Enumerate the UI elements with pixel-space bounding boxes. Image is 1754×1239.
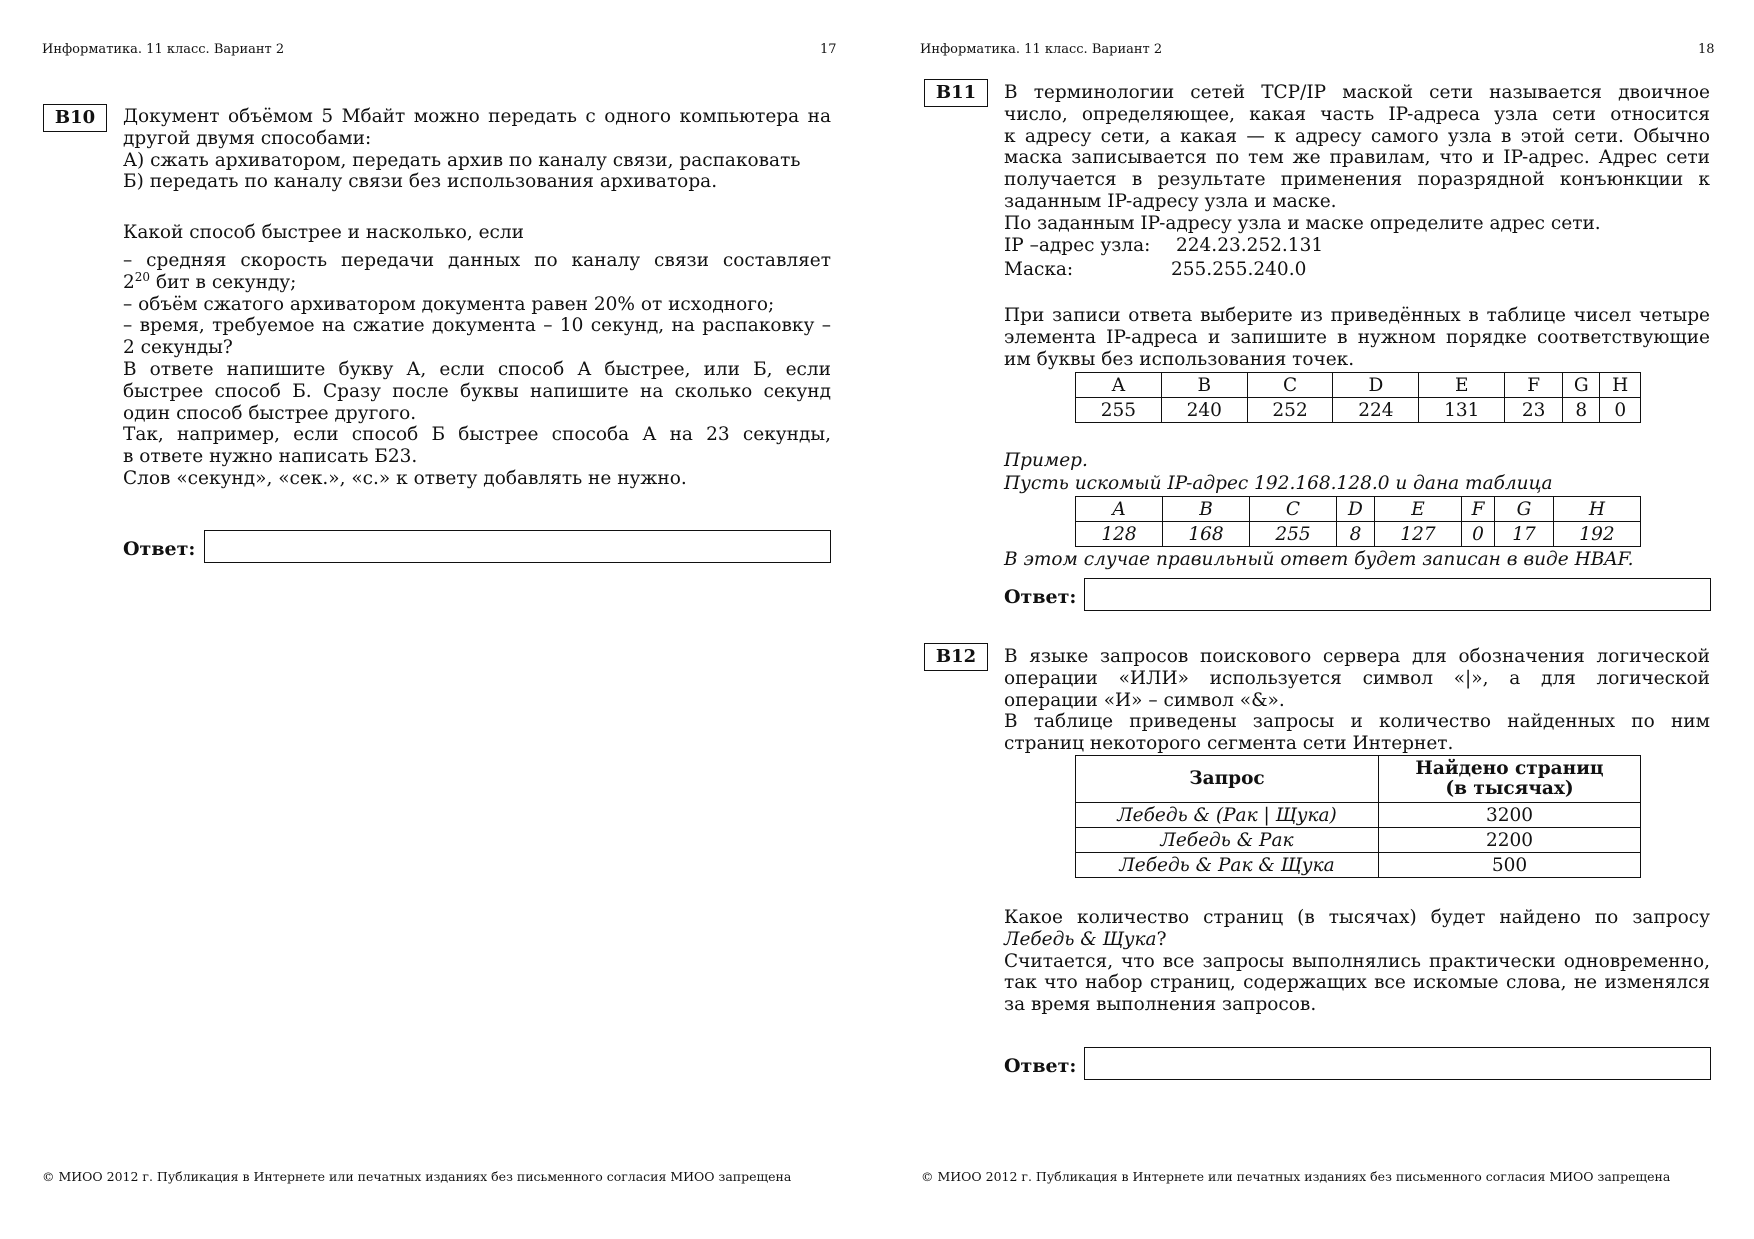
table-cell: G — [1563, 373, 1600, 398]
b11-line: По заданным IP-адресу узла и маске определите адрес сети. — [1004, 212, 1601, 234]
b10-answer-label: Ответ: — [123, 538, 196, 560]
table-cell: 131 — [1419, 398, 1505, 423]
b10-condition-line: – средняя скорость передачи данных по каналу связи составляет — [123, 250, 831, 271]
b11-mask-value: 255.255.240.0 — [1171, 259, 1307, 280]
b11-ip-label: IP –адрес узла: — [1004, 235, 1151, 256]
b10-speed-formula — [123, 269, 831, 294]
table-cell: C — [1247, 373, 1333, 398]
table-row — [1076, 828, 1641, 853]
column-header-query: Запрос — [1076, 756, 1379, 803]
speed-base: 2 — [123, 271, 135, 293]
b11-line: к адресу сети, а какая — к адресу самого узла в этой сети. Обычно — [1004, 125, 1710, 147]
table-cell: 252 — [1247, 398, 1333, 423]
b11-letter-table — [1075, 372, 1641, 423]
b10-condition-line: В ответе напишите букву А, если способ А быстрее, или Б, если — [123, 358, 831, 380]
table-cell: B — [1161, 373, 1247, 398]
b12-answer-label: Ответ: — [1004, 1055, 1077, 1077]
table-cell: 127 — [1374, 522, 1461, 547]
table-cell: E — [1374, 497, 1461, 522]
b10-question: Какой способ быстрее и насколько, если — [123, 222, 524, 243]
b11-example-title: Пример. — [1004, 450, 1088, 471]
b12-question-line: Какое количество страниц (в тысячах) будет найдено по запросу — [1004, 907, 1710, 928]
table-cell: A — [1076, 497, 1163, 522]
b11-instruction-line: элемента IP-адреса и запишите в нужном порядке соответствующие — [1004, 326, 1710, 348]
header-found-line: (в тысячах) — [1445, 778, 1574, 799]
b12-line: операции «ИЛИ» используется символ «|», а для логической — [1004, 667, 1710, 689]
b11-mask-label: Маска: — [1004, 259, 1074, 280]
b10-condition-line: в ответе нужно написать Б23. — [123, 446, 418, 468]
b12-line: страниц некоторого сегмента сети Интернет. — [1004, 733, 1454, 755]
table-cell: B — [1163, 497, 1250, 522]
b11-example-text: Пусть искомый IP-адрес 192.168.128.0 и дана таблица — [1004, 473, 1553, 494]
table-cell: 192 — [1553, 522, 1640, 547]
column-header-found — [1379, 756, 1641, 803]
table-row — [1076, 522, 1641, 547]
page-header-title: Информатика. 11 класс. Вариант 2 — [42, 42, 285, 57]
table-row — [1076, 373, 1641, 398]
b11-line: число, определяющее, какая часть IP-адреса узла сети относится — [1004, 103, 1710, 125]
b11-answer-field[interactable] — [1084, 578, 1711, 611]
table-cell: D — [1333, 373, 1419, 398]
table-cell: 240 — [1161, 398, 1247, 423]
b12-intro — [1004, 646, 1710, 755]
table-row — [1076, 398, 1641, 423]
table-cell: 8 — [1337, 522, 1375, 547]
page-number: 17 — [820, 42, 837, 57]
b11-line: получается в результате применения поразрядной конъюнкции к — [1004, 169, 1710, 191]
task-tag-b11: B11 — [924, 79, 988, 107]
copyright-footer: © МИОО 2012 г. Публикация в Интернете или печатных изданиях без письменного согласия МИОО запрещена — [921, 1169, 1671, 1184]
b11-instruction — [1004, 305, 1710, 370]
b11-example-result: В этом случае правильный ответ будет записан в виде HBAF. — [1004, 549, 1634, 570]
pages-cell: 3200 — [1379, 803, 1641, 828]
task-tag-b10: B10 — [43, 104, 107, 132]
table-cell: 224 — [1333, 398, 1419, 423]
table-cell: 8 — [1563, 398, 1600, 423]
page-number: 18 — [1698, 42, 1715, 57]
b10-condition-line: 2 секунды? — [123, 337, 233, 359]
b12-note-line: за время выполнения запросов. — [1004, 994, 1317, 1016]
table-row — [1076, 497, 1641, 522]
b12-question-query: Лебедь & Щука — [1004, 928, 1157, 950]
b12-note-line: так что набор страниц, содержащих все искомые слова, не изменялся — [1004, 972, 1710, 994]
b12-line: операции «И» – символ «&». — [1004, 689, 1285, 711]
table-cell: H — [1600, 373, 1641, 398]
table-cell: G — [1495, 497, 1554, 522]
b10-condition-line: Слов «секунд», «сек.», «с.» к ответу добавлять не нужно. — [123, 467, 687, 489]
table-cell: 0 — [1461, 522, 1494, 547]
b10-condition-line: – время, требуемое на сжатие документа – 10 секунд, на распаковку – — [123, 315, 831, 337]
speed-exponent: 20 — [134, 269, 151, 284]
header-found-line: Найдено страниц — [1415, 758, 1604, 779]
table-cell: 128 — [1076, 522, 1163, 547]
b11-answer-label: Ответ: — [1004, 586, 1077, 608]
b10-condition-line: – объём сжатого архиватором документа равен 20% от исходного; — [123, 293, 775, 315]
table-cell: F — [1461, 497, 1494, 522]
b12-question-mark: ? — [1156, 928, 1167, 950]
b10-option-b: Б) передать по каналу связи без использования архиватора. — [123, 171, 718, 193]
b11-ip-value: 224.23.252.131 — [1176, 235, 1324, 256]
b11-instruction-line: им буквы без использования точек. — [1004, 348, 1355, 370]
table-cell: 0 — [1600, 398, 1641, 423]
table-row — [1076, 853, 1641, 878]
b10-intro-line: Документ объёмом 5 Мбайт можно передать с одного компьютера на — [123, 106, 831, 127]
table-cell: 255 — [1076, 398, 1162, 423]
pages-cell: 2200 — [1379, 828, 1641, 853]
b12-note-line: Считается, что все запросы выполнялись практически одновременно, — [1004, 950, 1710, 972]
b11-line: заданным IP-адресу узла и маске. — [1004, 190, 1337, 212]
copyright-footer: © МИОО 2012 г. Публикация в Интернете или печатных изданиях без письменного согласия МИОО запрещена — [42, 1169, 792, 1184]
query-cell: Лебедь & Рак & Щука — [1076, 853, 1379, 878]
b12-line: В языке запросов поискового сервера для обозначения логической — [1004, 646, 1710, 667]
b10-condition-line: Так, например, если способ Б быстрее способа А на 23 секунды, — [123, 424, 831, 446]
table-cell: E — [1419, 373, 1505, 398]
b11-instruction-line: При записи ответа выберите из приведённых в таблице чисел четыре — [1004, 305, 1710, 326]
b12-question — [1004, 907, 1710, 1016]
table-cell: A — [1076, 373, 1162, 398]
table-row — [1076, 803, 1641, 828]
right-page — [877, 0, 1754, 1239]
pages-cell: 500 — [1379, 853, 1641, 878]
table-cell: 255 — [1250, 522, 1337, 547]
table-header-row — [1076, 756, 1641, 803]
page-header-title: Информатика. 11 класс. Вариант 2 — [920, 42, 1163, 57]
b12-line: В таблице приведены запросы и количество найденных по ним — [1004, 711, 1710, 733]
query-cell: Лебедь & (Рак | Щука) — [1076, 803, 1379, 828]
b10-answer-field[interactable] — [204, 530, 831, 563]
table-cell: D — [1337, 497, 1375, 522]
table-cell: H — [1553, 497, 1640, 522]
b10-intro — [123, 106, 831, 193]
b11-line: В терминологии сетей TCP/IP маской сети называется двоичное — [1004, 82, 1710, 103]
b10-option-a: А) сжать архиватором, передать архив по каналу связи, распаковать — [123, 149, 801, 171]
b11-line: маска записывается по тем же правилам, что и IP-адрес. Адрес сети — [1004, 147, 1710, 169]
b11-text — [1004, 82, 1710, 235]
table-cell: C — [1250, 497, 1337, 522]
b12-answer-field[interactable] — [1084, 1047, 1711, 1080]
b10-intro-line: другой двумя способами: — [123, 127, 372, 149]
b10-condition-line: быстрее способ Б. Сразу после буквы напишите на сколько секунд — [123, 380, 831, 402]
b10-condition-line: один способ быстрее другого. — [123, 402, 417, 424]
b12-question-query-line — [1004, 929, 1710, 951]
table-cell: 17 — [1495, 522, 1554, 547]
task-tag-b12: B12 — [924, 643, 988, 671]
b12-query-table — [1075, 755, 1641, 878]
query-cell: Лебедь & Рак — [1076, 828, 1379, 853]
speed-unit: бит в секунду; — [150, 271, 297, 293]
b11-example-table — [1075, 496, 1641, 547]
table-cell: 23 — [1505, 398, 1563, 423]
table-cell: F — [1505, 373, 1563, 398]
table-cell: 168 — [1163, 522, 1250, 547]
b10-conditions — [123, 250, 831, 490]
